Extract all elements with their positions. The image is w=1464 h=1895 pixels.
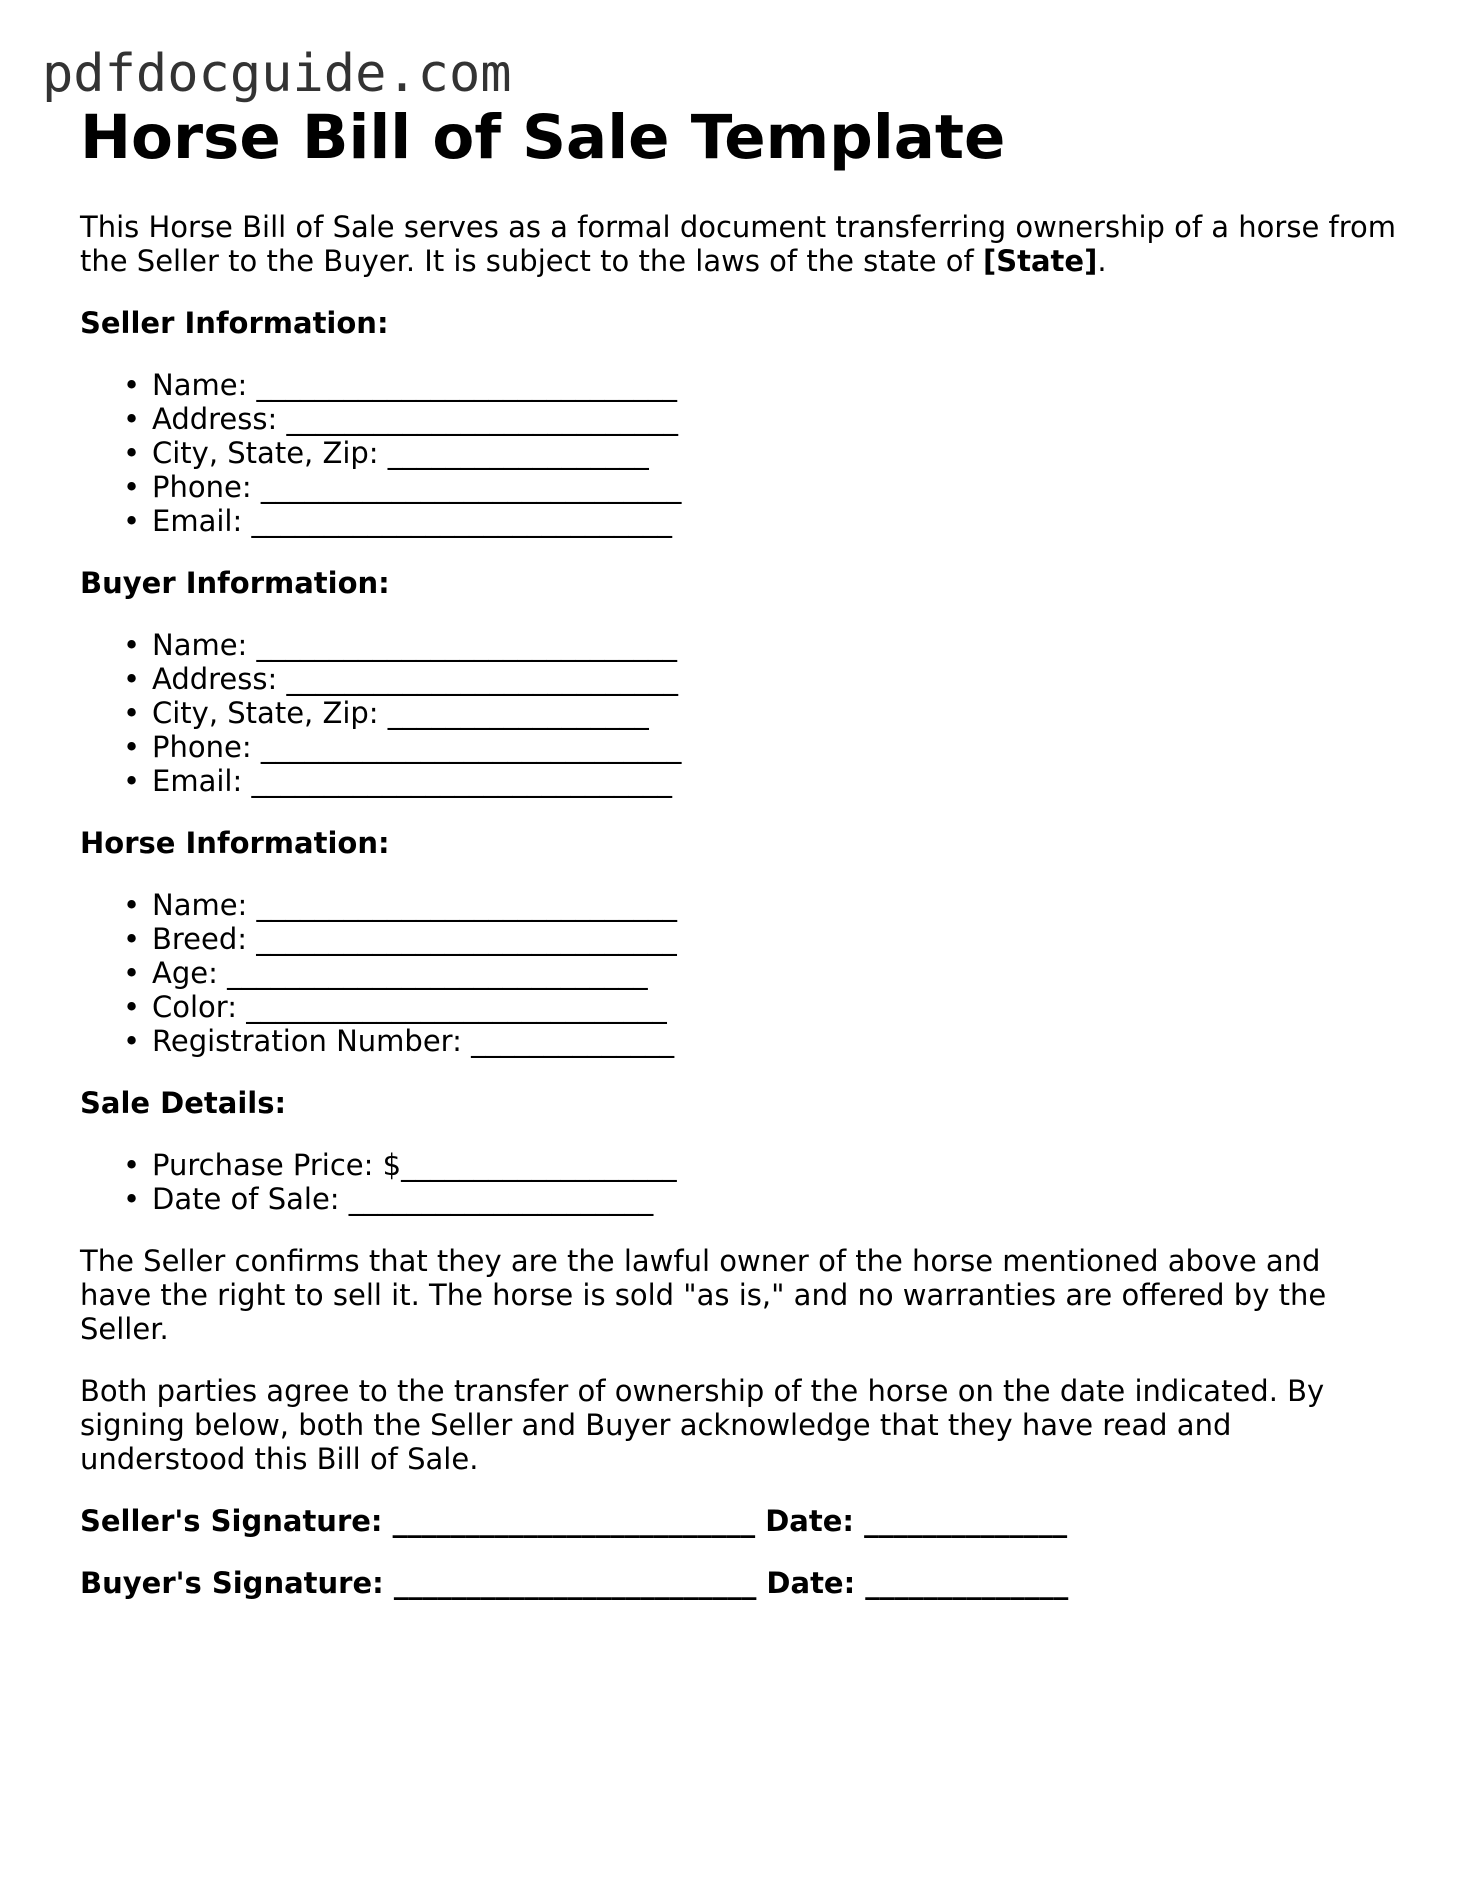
field-label: Purchase Price: $___________________ [152, 1148, 677, 1182]
horse-field-list [80, 888, 1400, 1058]
field-label: Breed: _____________________________ [152, 922, 677, 956]
buyer-address-field[interactable] [123, 662, 1400, 696]
purchase-price-field[interactable] [123, 1148, 1400, 1182]
buyer-signature-line[interactable]: Buyer's Signature: _________________________ Date: ______________ [80, 1566, 1069, 1600]
seller-field-list [80, 368, 1400, 538]
field-label: Age: _____________________________ [152, 956, 648, 990]
bullet: • [123, 1182, 141, 1216]
seller-signature-line[interactable]: Seller's Signature: _________________________ Date: ______________ [80, 1504, 1068, 1538]
bullet: • [123, 888, 141, 922]
bullet: • [123, 628, 141, 662]
field-label: City, State, Zip: __________________ [152, 696, 649, 730]
field-label: Address: ___________________________ [152, 402, 678, 436]
intro-text: This Horse Bill of Sale serves as a formal document transferring ownership of a horse from the Seller to the Buyer. It is subject to the laws of the state of [80, 210, 1397, 278]
seller-phone-field[interactable] [123, 470, 1400, 504]
field-label: Email: _____________________________ [152, 504, 672, 538]
bullet: • [123, 1148, 141, 1182]
field-label: Email: _____________________________ [152, 764, 672, 798]
intro-paragraph [80, 210, 1400, 278]
buyer-city-state-zip-field[interactable] [123, 696, 1400, 730]
seller-city-state-zip-field[interactable] [123, 436, 1400, 470]
field-label: Registration Number: ______________ [152, 1024, 675, 1058]
buyer-name-field[interactable] [123, 628, 1400, 662]
intro-text-end: . [1097, 244, 1107, 278]
state-placeholder: [State] [982, 244, 1098, 278]
warranty-paragraph: The Seller confirms that they are the lawful owner of the horse mentioned above and have the right to sell it. The horse is sold "as is," and no warranties are offered by the Seller. [80, 1244, 1327, 1346]
horse-color-field[interactable] [123, 990, 1400, 1024]
bullet: • [123, 470, 141, 504]
bullet: • [123, 662, 141, 696]
seller-heading: Seller Information: [80, 306, 389, 340]
document-body [80, 210, 1400, 1628]
bullet: • [123, 956, 141, 990]
horse-age-field[interactable] [123, 956, 1400, 990]
sale-details-heading: Sale Details: [80, 1086, 287, 1120]
field-label: Phone: _____________________________ [152, 470, 682, 504]
bullet: • [123, 368, 141, 402]
field-label: Phone: _____________________________ [152, 730, 682, 764]
buyer-heading: Buyer Information: [80, 566, 390, 600]
buyer-phone-field[interactable] [123, 730, 1400, 764]
field-label: Date of Sale: _____________________ [152, 1182, 654, 1216]
bullet: • [123, 764, 141, 798]
field-label: City, State, Zip: __________________ [152, 436, 649, 470]
date-of-sale-field[interactable] [123, 1182, 1400, 1216]
horse-name-field[interactable] [123, 888, 1400, 922]
seller-email-field[interactable] [123, 504, 1400, 538]
horse-registration-number-field[interactable] [123, 1024, 1400, 1058]
bullet: • [123, 990, 141, 1024]
field-label: Color: _____________________________ [152, 990, 667, 1024]
bullet: • [123, 730, 141, 764]
horse-breed-field[interactable] [123, 922, 1400, 956]
bullet: • [123, 436, 141, 470]
horse-heading: Horse Information: [80, 826, 390, 860]
field-label: Address: ___________________________ [152, 662, 678, 696]
bullet: • [123, 922, 141, 956]
field-label: Name: _____________________________ [152, 888, 678, 922]
seller-address-field[interactable] [123, 402, 1400, 436]
agreement-paragraph: Both parties agree to the transfer of ownership of the horse on the date indicated. By signing below, both the Seller and Buyer acknowledge that they have read and understood this Bill of Sale. [80, 1374, 1325, 1476]
seller-name-field[interactable] [123, 368, 1400, 402]
watermark: pdfdocguide.com [42, 44, 512, 104]
buyer-email-field[interactable] [123, 764, 1400, 798]
bullet: • [123, 504, 141, 538]
bullet: • [123, 402, 141, 436]
sale-field-list [80, 1148, 1400, 1216]
field-label: Name: _____________________________ [152, 368, 678, 402]
buyer-field-list [80, 628, 1400, 798]
field-label: Name: _____________________________ [152, 628, 678, 662]
page-title: Horse Bill of Sale Template [80, 102, 1006, 173]
bullet: • [123, 696, 141, 730]
bullet: • [123, 1024, 141, 1058]
